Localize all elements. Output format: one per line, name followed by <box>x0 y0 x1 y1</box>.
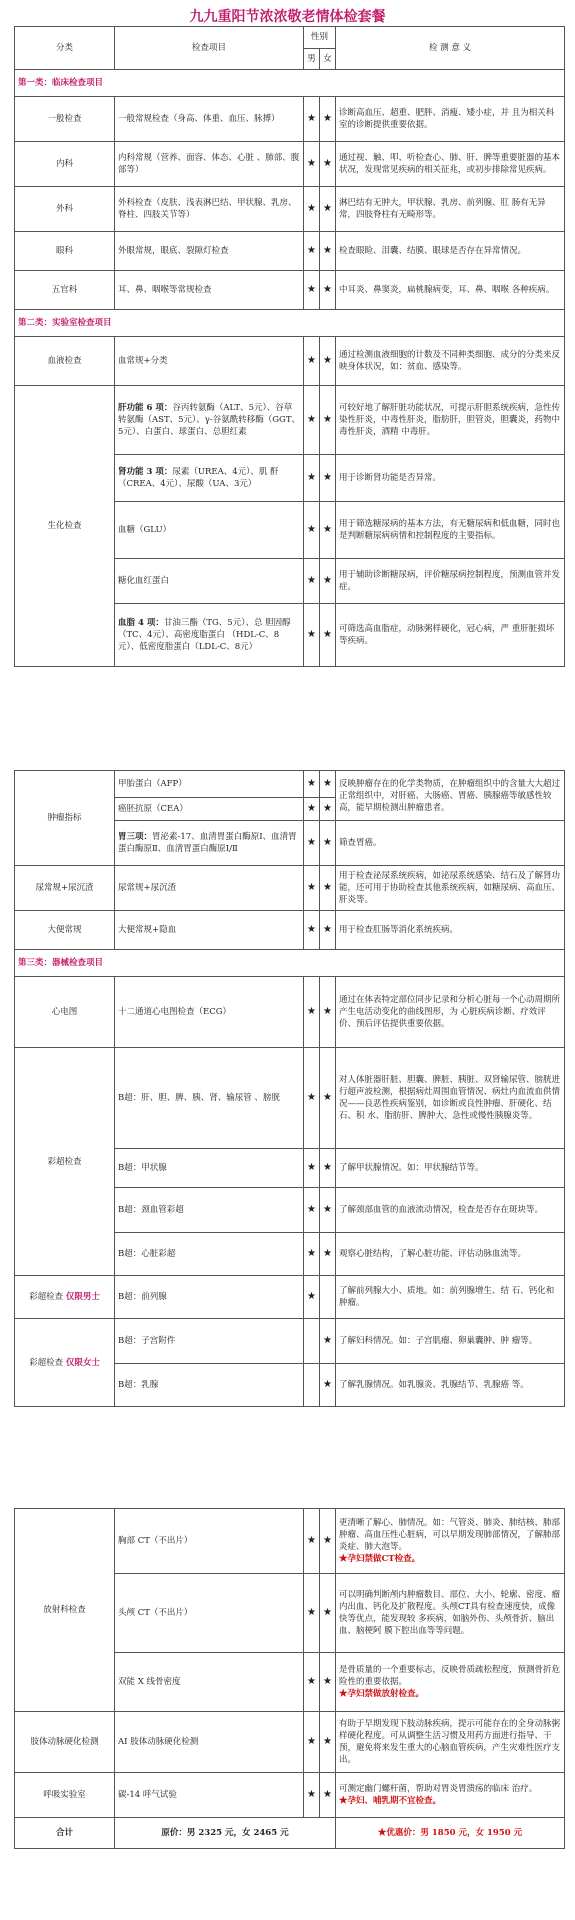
male-star: ★ <box>304 821 320 866</box>
discount-price: ★优惠价：男 1850 元，女 1950 元 <box>336 1818 565 1849</box>
item-head: 血脂 4 项： <box>118 618 164 628</box>
male-star: ★ <box>304 1233 320 1276</box>
male-star: ★ <box>304 455 320 502</box>
female-star: ★ <box>320 1574 336 1653</box>
male-star: ★ <box>304 798 320 821</box>
female-only-tag: 仅限女士 <box>65 1357 100 1368</box>
significance-cell: 可筛选高血脂症，动脉粥样硬化，冠心病，严 重肝脏损坏等疾病。 <box>336 604 565 667</box>
item-cell: B超：心脏彩超 <box>115 1233 304 1276</box>
item-cell: 癌胚抗原（CEA） <box>115 798 304 821</box>
item-cell: AI 肢体动脉硬化检测 <box>115 1712 304 1773</box>
female-star: ★ <box>320 771 336 798</box>
category-cell: 眼科 <box>15 232 115 271</box>
item-cell <box>115 386 304 455</box>
male-star: ★ <box>304 142 320 187</box>
header-male: 男 <box>304 48 320 70</box>
checkup-table-3 <box>14 1508 565 1849</box>
header-category: 分类 <box>15 27 115 70</box>
header-gender: 性别 <box>304 27 336 49</box>
category-cell: 一般检查 <box>15 97 115 142</box>
category-cell: 血液检查 <box>15 337 115 386</box>
female-star: ★ <box>320 1319 336 1364</box>
significance-text: 更清晰了解心、肺情况。如：气管炎、肺炎、肺结核、肺部肿瘤、高血压性心脏病，可以早期发现肺部情况，了解肺部炎症、肺大泡等。 <box>339 1518 561 1552</box>
item-cell: B超：前列腺 <box>115 1276 304 1319</box>
female-star: ★ <box>320 455 336 502</box>
significance-cell <box>336 1773 565 1818</box>
male-star: ★ <box>304 1509 320 1574</box>
checkup-table-2 <box>14 770 565 1407</box>
male-star: ★ <box>304 1149 320 1188</box>
item-cell: 血常规+分类 <box>115 337 304 386</box>
significance-cell: 了解甲状腺情况。如：甲状腺结节等。 <box>336 1149 565 1188</box>
significance-cell: 诊断高血压、超重、肥胖、消瘦、矮小症，并 且为相关科室的诊断提供重要依据。 <box>336 97 565 142</box>
male-star: ★ <box>304 337 320 386</box>
female-star: ★ <box>320 1509 336 1574</box>
female-star: ★ <box>320 502 336 559</box>
female-star: ★ <box>320 1233 336 1276</box>
significance-cell: 观察心脏结构，了解心脏功能、评估动脉血流等。 <box>336 1233 565 1276</box>
item-text: 胃泌素-17、血清胃蛋白酶原Ⅰ、血清胃蛋白酶原Ⅱ、血清胃蛋白酶原Ⅰ/Ⅱ <box>118 832 297 854</box>
male-star: ★ <box>304 1048 320 1149</box>
female-star: ★ <box>320 1149 336 1188</box>
item-text: 尿素（UREA、4元）、肌 酐（CREA、4元）、尿酸（UA、3元） <box>118 467 279 489</box>
female-star: ★ <box>320 1773 336 1818</box>
significance-cell: 有助于早期发现下肢动脉疾病，提示可能存在的全身动脉粥样硬化程度。可从调整生活习惯及用药方面进行指导、干预，避免将来发生重大的心脑血管疾病，产生灾难性医疗支出。 <box>336 1712 565 1773</box>
pregnancy-warning: ★孕妇禁做CT检查。 <box>339 1554 421 1564</box>
female-star: ★ <box>320 604 336 667</box>
pregnancy-warning: ★孕妇、哺乳期不宜检查。 <box>339 1796 442 1806</box>
item-cell: 胸部 CT（不出片） <box>115 1509 304 1574</box>
category-text: 彩超检查 <box>29 1357 64 1368</box>
female-star: ★ <box>320 1653 336 1712</box>
checkup-table-1 <box>14 26 565 667</box>
significance-cell: 反映肿瘤存在的化学类物质，在肿瘤组织中的含量大大超过正常组织中，对肝癌、大肠癌、胃癌、胰腺癌等敏感性较高，能早期检测出肿瘤患者。 <box>336 771 565 821</box>
category-cell: 外科 <box>15 187 115 232</box>
item-cell <box>115 604 304 667</box>
female-star: ★ <box>320 1188 336 1233</box>
item-head: 肝功能 6 项： <box>118 403 173 413</box>
section-title: 第一类：临床检查项目 <box>15 70 565 97</box>
item-cell: B超：肝、胆、脾、胰、肾、输尿管 、膀胱 <box>115 1048 304 1149</box>
category-cell: 心电图 <box>15 977 115 1048</box>
header-female: 女 <box>320 48 336 70</box>
male-star: ★ <box>304 1188 320 1233</box>
female-star: ★ <box>320 142 336 187</box>
item-cell: 外科检查（皮肤、浅表淋巴结、甲状腺、乳房、脊柱、四肢关节等） <box>115 187 304 232</box>
male-star: ★ <box>304 271 320 310</box>
female-star: ★ <box>320 866 336 911</box>
female-star: ★ <box>320 821 336 866</box>
significance-cell: 对人体脏器肝脏、胆囊、脾脏、胰脏、双肾输尿管、膀胱进行超声波检测，根据病灶周围血管情况、病灶内血流血供情况——良恶性疾病鉴别，如诊断或良性肿瘤、肝硬化、结石、积 水、脂肪肝、脾肿大、急性或慢性胰腺炎等。 <box>336 1048 565 1149</box>
category-cell: 生化检查 <box>15 386 115 667</box>
list-price: 原价：男 2325 元，女 2465 元 <box>115 1818 336 1849</box>
male-star: ★ <box>304 97 320 142</box>
significance-text: 是骨质量的一个重要标志，反映骨质疏松程度，预测骨折危险性的重要依据。 <box>339 1665 561 1687</box>
item-head: 胃三项： <box>118 832 153 842</box>
significance-cell: 淋巴结有无肿大，甲状腺、乳房、前列腺、肛 肠有无异常，四肢脊柱有无畸形等。 <box>336 187 565 232</box>
male-star: ★ <box>304 1574 320 1653</box>
significance-cell: 可较好地了解肝脏功能状况，可提示肝胆系统疾病，急性传染性肝炎，中毒性肝炎，脂肪肝，胆管炎，胆囊炎，药物中毒性肝炎，酒精 中毒肝。 <box>336 386 565 455</box>
category-cell: 肿瘤指标 <box>15 771 115 866</box>
female-star: ★ <box>320 187 336 232</box>
female-star: ★ <box>320 798 336 821</box>
item-cell: B超：乳腺 <box>115 1364 304 1407</box>
header-significance: 检 测 意 义 <box>336 27 565 70</box>
significance-cell: 了解颈部血管的血液流动情况，检查是否存在斑块等。 <box>336 1188 565 1233</box>
male-star: ★ <box>304 771 320 798</box>
significance-cell: 可以明确判断颅内肿瘤数目、部位、大小、轮廓、密度、瘤内出血、钙化及扩散程度。头颅CT具有检查速度快，成像快等优点，能发现较 多疾病，如脑外伤、头颅骨折、脑出血、脑梗阿 膜下腔出血等等问题。 <box>336 1574 565 1653</box>
item-cell: 甲胎蛋白（AFP） <box>115 771 304 798</box>
category-cell: 肢体动脉硬化检测 <box>15 1712 115 1773</box>
section-title: 第三类：器械检查项目 <box>15 950 565 977</box>
item-cell: 十二通道心电图检查（ECG） <box>115 977 304 1048</box>
male-star: ★ <box>304 386 320 455</box>
male-star: ★ <box>304 232 320 271</box>
section-title: 第二类：实验室检查项目 <box>15 310 565 337</box>
item-cell <box>115 455 304 502</box>
item-cell: 头颅 CT（不出片） <box>115 1574 304 1653</box>
item-cell: 大便常规+隐血 <box>115 911 304 950</box>
male-star: ★ <box>304 502 320 559</box>
significance-cell: 检查眼睑、泪囊、结膜、眼球是否存在异常情况。 <box>336 232 565 271</box>
male-star: ★ <box>304 977 320 1048</box>
male-star: ★ <box>304 1653 320 1712</box>
item-cell: 双能 X 线骨密度 <box>115 1653 304 1712</box>
item-text: 甘油三酯（TG、5元）、总 胆固醇（TC、4元）、高密度脂蛋白 （HDL-C、8元）、低密度脂蛋白（LDL-C、8元） <box>118 618 291 652</box>
male-only-tag: 仅限男士 <box>65 1292 100 1302</box>
male-star: ★ <box>304 866 320 911</box>
male-star <box>304 1364 320 1407</box>
significance-cell <box>336 1509 565 1574</box>
female-star: ★ <box>320 386 336 455</box>
item-cell: 尿常规+尿沉渣 <box>115 866 304 911</box>
header-item: 检查项目 <box>115 27 304 70</box>
male-star: ★ <box>304 911 320 950</box>
male-star: ★ <box>304 1773 320 1818</box>
category-cell <box>15 1276 115 1319</box>
category-cell: 呼吸实验室 <box>15 1773 115 1818</box>
female-star: ★ <box>320 337 336 386</box>
female-star: ★ <box>320 911 336 950</box>
female-star: ★ <box>320 1712 336 1773</box>
significance-cell: 通过检测血液细胞的计数及不同种类细胞、成分的分类来反映身体状况，如：贫血、感染等。 <box>336 337 565 386</box>
category-cell: 尿常规+尿沉渣 <box>15 866 115 911</box>
significance-cell: 通过视、触、叩、听检查心、肺、肝、脾等重要脏器的基本状况，发现常见疾病的相关征兆，或初步排除常见疾病。 <box>336 142 565 187</box>
male-star: ★ <box>304 604 320 667</box>
item-cell <box>115 821 304 866</box>
category-cell <box>15 1319 115 1407</box>
category-cell: 彩超检查 <box>15 1048 115 1276</box>
total-label: 合计 <box>15 1818 115 1849</box>
female-star <box>320 1276 336 1319</box>
category-text: 彩超检查 <box>29 1292 64 1302</box>
item-cell: B超：甲状腺 <box>115 1149 304 1188</box>
female-star: ★ <box>320 559 336 604</box>
significance-cell: 用于诊断肾功能是否异常。 <box>336 455 565 502</box>
significance-cell: 用于检查肛肠等消化系统疾病。 <box>336 911 565 950</box>
page-title: 九九重阳节浓浓敬老情体检套餐 <box>189 9 386 25</box>
female-star: ★ <box>320 1364 336 1407</box>
female-star: ★ <box>320 97 336 142</box>
significance-cell: 用于筛选糖尿病的基本方法，有无糖尿病和低血糖，同时也是判断糖尿病病情和控制程度的主要指标。 <box>336 502 565 559</box>
item-cell: 糖化血红蛋白 <box>115 559 304 604</box>
significance-cell: 了解前列腺大小、质地。如：前列腺增生、结 石、钙化和肿瘤。 <box>336 1276 565 1319</box>
significance-cell: 中耳炎、鼻窦炎，扁桃腺病变，耳、鼻、咽喉 各种疾病。 <box>336 271 565 310</box>
item-head: 肾功能 3 项： <box>118 467 173 477</box>
significance-cell: 用于辅助诊断糖尿病，评价糖尿病控制程度，预测血管并发症。 <box>336 559 565 604</box>
item-cell: 内科常规（营养、面容、体态、心脏 、肺部、腹部等） <box>115 142 304 187</box>
significance-cell: 筛查胃癌。 <box>336 821 565 866</box>
category-cell: 内科 <box>15 142 115 187</box>
female-star: ★ <box>320 271 336 310</box>
significance-cell <box>336 1653 565 1712</box>
significance-cell: 了解乳腺情况。如乳腺炎、乳腺结节、乳腺癌 等。 <box>336 1364 565 1407</box>
category-cell: 大便常规 <box>15 911 115 950</box>
female-star: ★ <box>320 1048 336 1149</box>
significance-cell: 了解妇科情况。如：子宫肌瘤、卵巢囊肿、肿 瘤等。 <box>336 1319 565 1364</box>
significance-text: 可测定幽门螺杆菌，帮助对胃炎胃溃疡的临床 治疗。 <box>339 1784 538 1794</box>
significance-cell: 用于检查泌尿系统疾病，如泌尿系统感染、结石及了解肾功能，还可用于协助检查其他系统疾病，如糖尿病、高血压、肝炎等。 <box>336 866 565 911</box>
item-cell: 耳、鼻、咽喉等常规检查 <box>115 271 304 310</box>
category-cell: 放射科检查 <box>15 1509 115 1712</box>
male-star: ★ <box>304 559 320 604</box>
female-star: ★ <box>320 232 336 271</box>
item-cell: B超：颈血管彩超 <box>115 1188 304 1233</box>
male-star: ★ <box>304 187 320 232</box>
significance-cell: 通过在体表特定部位同步记录和分析心脏每一个心动周期所产生电活动变化的曲线图形，为 心脏疾病诊断、疗效评价、预后评估提供重要依据。 <box>336 977 565 1048</box>
male-star: ★ <box>304 1712 320 1773</box>
item-cell: 外眼常规，眼底、裂隙灯检查 <box>115 232 304 271</box>
pregnancy-warning: ★孕妇禁做放射检查。 <box>339 1689 425 1699</box>
female-star: ★ <box>320 977 336 1048</box>
male-star <box>304 1319 320 1364</box>
item-cell: 一般常规检查（身高、体重、血压、脉搏） <box>115 97 304 142</box>
male-star: ★ <box>304 1276 320 1319</box>
item-cell: B超：子宫附件 <box>115 1319 304 1364</box>
item-cell: 碳-14 呼气试验 <box>115 1773 304 1818</box>
item-cell: 血糖（GLU） <box>115 502 304 559</box>
item-text: 谷丙转氨酶（ALT、5元）、谷草转氨酶（AST、5元）、γ-谷氨酰转移酶（GGT、5元）、白蛋白、球蛋白、总胆红素 <box>118 403 300 437</box>
category-cell: 五官科 <box>15 271 115 310</box>
